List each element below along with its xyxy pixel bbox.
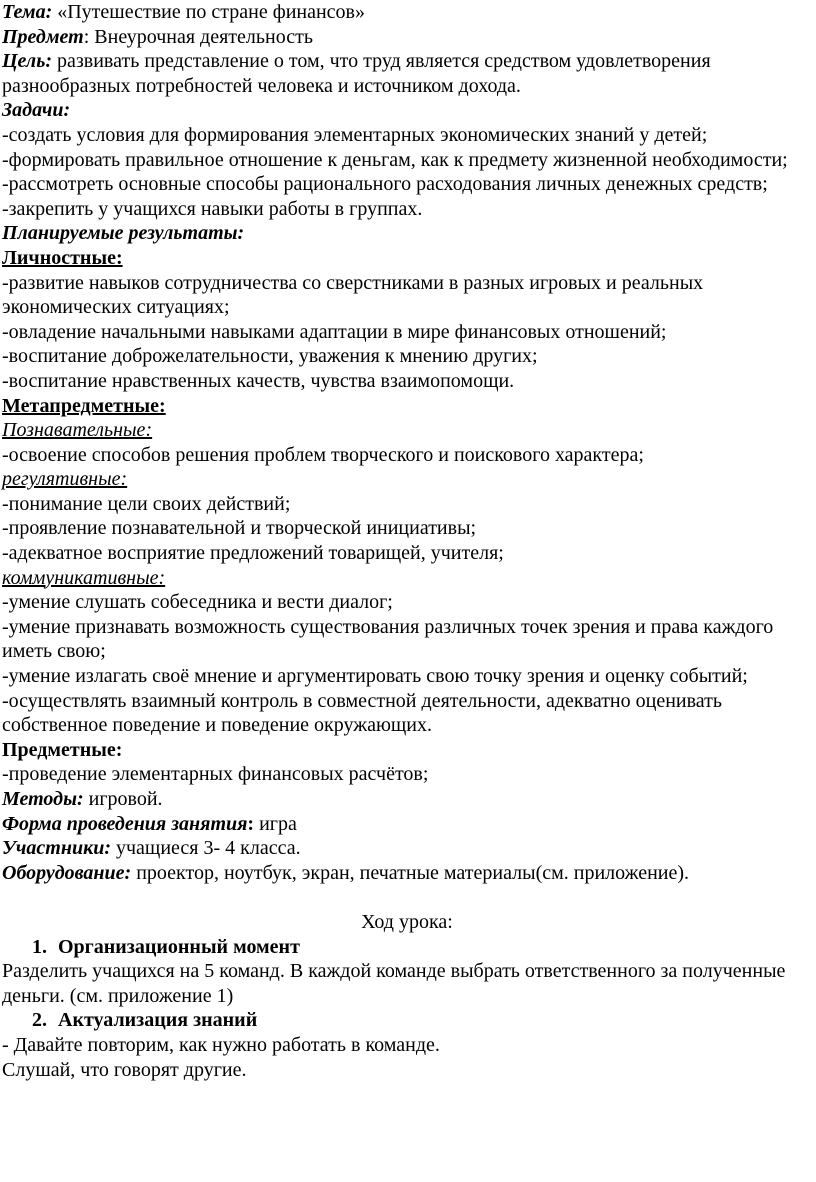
form-line	[2, 812, 812, 837]
subject-label: Предмет	[2, 25, 84, 48]
step-2-line: Слушай, что говорят другие.	[2, 1058, 247, 1081]
regulatory-item: -проявление познавательной и творческой инициативы;	[2, 517, 477, 540]
communicative-heading: коммуникативные:	[2, 566, 166, 589]
goal-value: развивать представление о том, что труд является средством удовлетворения разнообразных потребностей человека и источником дохода.	[2, 50, 711, 97]
equipment-label: Оборудование:	[2, 861, 132, 884]
step-1-text: Разделить учащихся на 5 команд. В каждой команде выбрать ответственного за полученные деньги. (см. приложение 1)	[2, 960, 786, 1007]
personal-item: -развитие навыков сотрудничества со сверстниками в разных игровых и реальных экономических ситуациях;	[2, 271, 704, 319]
regulatory-item: -адекватное восприятие предложений товарищей, учителя;	[2, 542, 504, 565]
form-colon: :	[247, 812, 255, 835]
goal-line	[2, 49, 812, 98]
personal-item: -воспитание нравственных качеств, чувства взаимопомощи.	[2, 369, 515, 392]
communicative-item: -умение признавать возможность существования различных точек зрения и права каждого иметь свою;	[2, 615, 774, 663]
meta-heading: Метапредметные:	[2, 394, 166, 417]
methods-label: Методы:	[2, 788, 84, 810]
goal-label: Цель:	[2, 50, 52, 73]
step-1-heading	[2, 935, 812, 960]
participants-value: учащиеся 3- 4 класса.	[111, 837, 301, 860]
step-2-heading	[2, 1008, 812, 1033]
equipment-line	[2, 861, 812, 886]
subject-results-heading: Предметные:	[2, 738, 123, 761]
topic-line	[2, 0, 812, 25]
subject-results-item: -проведение элементарных финансовых расчётов;	[2, 763, 429, 786]
personal-heading: Личностные:	[2, 246, 123, 269]
topic-label: Тема:	[2, 1, 53, 23]
topic-value: «Путешествие по стране финансов»	[52, 1, 365, 23]
task-item: -формировать правильное отношение к деньгам, как к предмету жизненной необходимости;	[2, 148, 788, 171]
step-2-line: - Давайте повторим, как нужно работать в команде.	[2, 1033, 440, 1056]
communicative-item: -осуществлять взаимный контроль в совместной деятельности, адекватно оценивать собственное поведение и поведение окружающих.	[2, 689, 723, 737]
subject-line	[2, 25, 812, 50]
methods-value: игровой.	[83, 788, 163, 810]
step-1-title: Организационный момент	[58, 935, 300, 958]
lesson-title: Ход урока:	[361, 910, 453, 933]
tasks-heading: Задачи:	[2, 99, 71, 122]
personal-item: -овладение начальными навыками адаптации в мире финансовых отношений;	[2, 320, 667, 343]
blank-line	[2, 885, 812, 910]
task-item: -создать условия для формирования элементарных экономических знаний у детей;	[2, 123, 708, 146]
results-heading: Планируемые результаты:	[2, 222, 245, 245]
form-value: игра	[254, 812, 297, 835]
personal-item: -воспитание доброжелательности, уважения к мнению других;	[2, 345, 538, 368]
cognitive-item: -освоение способов решения проблем творческого и поискового характера;	[2, 443, 644, 466]
communicative-item: -умение слушать собеседника и вести диалог;	[2, 591, 393, 614]
task-item: -рассмотреть основные способы рационального расходования личных денежных средств;	[2, 173, 768, 196]
participants-line	[2, 836, 812, 861]
step-2-title: Актуализация знаний	[58, 1009, 258, 1032]
form-label: Форма проведения занятия	[2, 812, 248, 835]
communicative-item: -умение излагать своё мнение и аргументировать свою точку зрения и оценку событий;	[2, 665, 748, 688]
equipment-value: проектор, ноутбук, экран, печатные материалы(см. приложение).	[131, 861, 690, 884]
regulatory-item: -понимание цели своих действий;	[2, 492, 291, 515]
cognitive-heading: Познавательные:	[2, 419, 153, 442]
methods-line	[2, 787, 812, 812]
regulatory-heading: регулятивные:	[2, 468, 128, 491]
step-1-number: 1.	[32, 935, 47, 958]
participants-label: Участники:	[2, 837, 111, 860]
step-2-number: 2.	[32, 1009, 47, 1032]
task-item: -закрепить у учащихся навыки работы в группах.	[2, 197, 423, 220]
subject-value: : Внеурочная деятельность	[83, 25, 313, 48]
